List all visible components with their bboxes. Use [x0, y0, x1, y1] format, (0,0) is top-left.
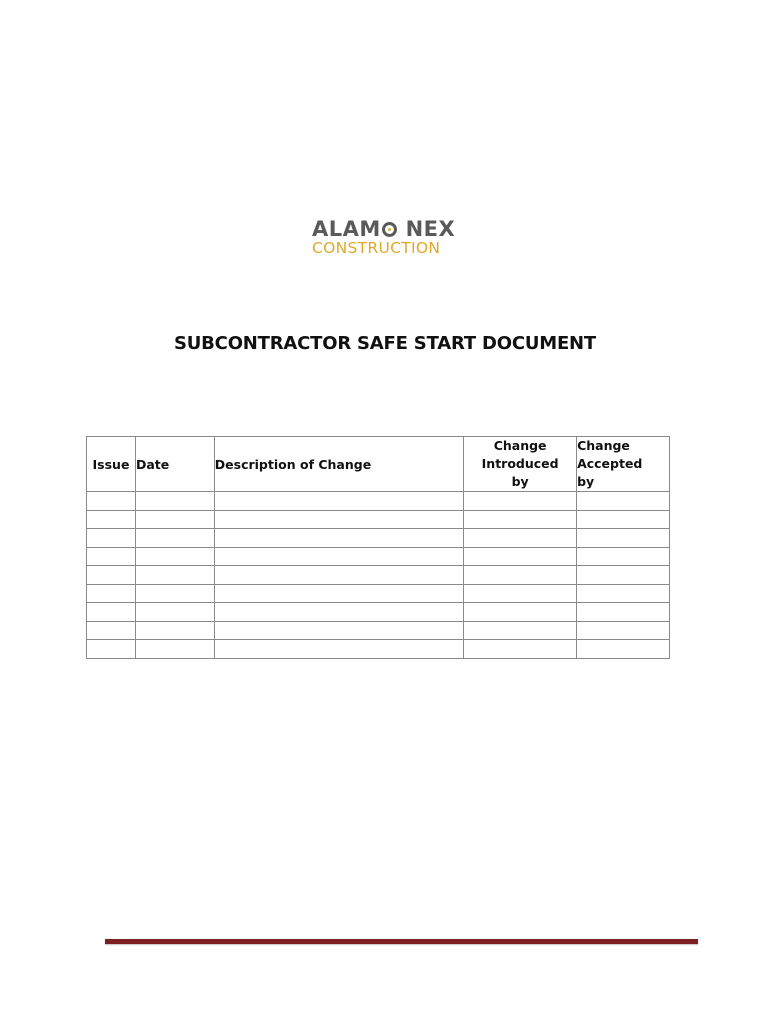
- logo-text-alam: ALAM: [312, 217, 381, 241]
- cell-introduced-by: [464, 529, 577, 548]
- cell-issue: [87, 529, 136, 548]
- header-acc-line3: by: [577, 474, 595, 489]
- cell-accepted-by: [577, 640, 670, 659]
- logo-subtitle: CONSTRUCTION: [312, 239, 441, 257]
- cell-date: [135, 529, 214, 548]
- table-row: [87, 547, 670, 566]
- cell-issue: [87, 621, 136, 640]
- table-row: [87, 492, 670, 511]
- document-title: SUBCONTRACTOR SAFE START DOCUMENT: [173, 333, 596, 354]
- logo-text-nex: NEX: [397, 217, 456, 241]
- footer-rule: [105, 939, 698, 944]
- cell-introduced-by: [464, 584, 577, 603]
- cell-issue: [87, 547, 136, 566]
- table-row: [87, 529, 670, 548]
- cell-date: [135, 566, 214, 585]
- table-row: [87, 603, 670, 622]
- header-description: Description of Change: [214, 437, 463, 492]
- cell-introduced-by: [464, 603, 577, 622]
- cell-date: [135, 603, 214, 622]
- cell-description: [214, 492, 463, 511]
- cell-accepted-by: [577, 603, 670, 622]
- cell-date: [135, 621, 214, 640]
- cell-issue: [87, 603, 136, 622]
- cell-description: [214, 529, 463, 548]
- header-acc-line1: Change: [577, 438, 630, 453]
- cell-issue: [87, 492, 136, 511]
- table-row: [87, 566, 670, 585]
- cell-accepted-by: [577, 566, 670, 585]
- header-issue: Issue: [87, 437, 136, 492]
- header-acc-line2: Accepted: [577, 456, 643, 471]
- cell-date: [135, 640, 214, 659]
- cell-introduced-by: [464, 510, 577, 529]
- cell-accepted-by: [577, 621, 670, 640]
- cell-accepted-by: [577, 529, 670, 548]
- logo-wordmark: [312, 218, 462, 240]
- cell-issue: [87, 584, 136, 603]
- cell-description: [214, 603, 463, 622]
- cell-introduced-by: [464, 640, 577, 659]
- revision-table-header: [87, 437, 670, 492]
- cell-date: [135, 510, 214, 529]
- cell-description: [214, 621, 463, 640]
- company-logo: [312, 218, 462, 256]
- header-intro-line2: Introduced: [481, 456, 559, 471]
- cell-issue: [87, 640, 136, 659]
- cell-description: [214, 510, 463, 529]
- cell-description: [214, 640, 463, 659]
- header-intro-line3: by: [511, 474, 529, 489]
- cell-accepted-by: [577, 584, 670, 603]
- cell-accepted-by: [577, 510, 670, 529]
- cell-accepted-by: [577, 492, 670, 511]
- cell-issue: [87, 510, 136, 529]
- revision-table: [86, 436, 670, 659]
- cell-issue: [87, 566, 136, 585]
- cell-description: [214, 584, 463, 603]
- cell-introduced-by: [464, 492, 577, 511]
- cell-description: [214, 547, 463, 566]
- table-row: [87, 640, 670, 659]
- logo-o-mark-icon: [382, 222, 397, 237]
- cell-introduced-by: [464, 566, 577, 585]
- cell-introduced-by: [464, 547, 577, 566]
- header-change-accepted-by: [577, 437, 670, 492]
- cell-introduced-by: [464, 621, 577, 640]
- cell-description: [214, 566, 463, 585]
- cell-date: [135, 547, 214, 566]
- cell-date: [135, 584, 214, 603]
- table-row: [87, 621, 670, 640]
- revision-table-body: [87, 492, 670, 659]
- header-intro-line1: Change: [493, 438, 547, 453]
- table-row: [87, 510, 670, 529]
- table-row: [87, 584, 670, 603]
- cell-accepted-by: [577, 547, 670, 566]
- cell-date: [135, 492, 214, 511]
- header-change-introduced-by: [464, 437, 577, 492]
- header-date: Date: [135, 437, 214, 492]
